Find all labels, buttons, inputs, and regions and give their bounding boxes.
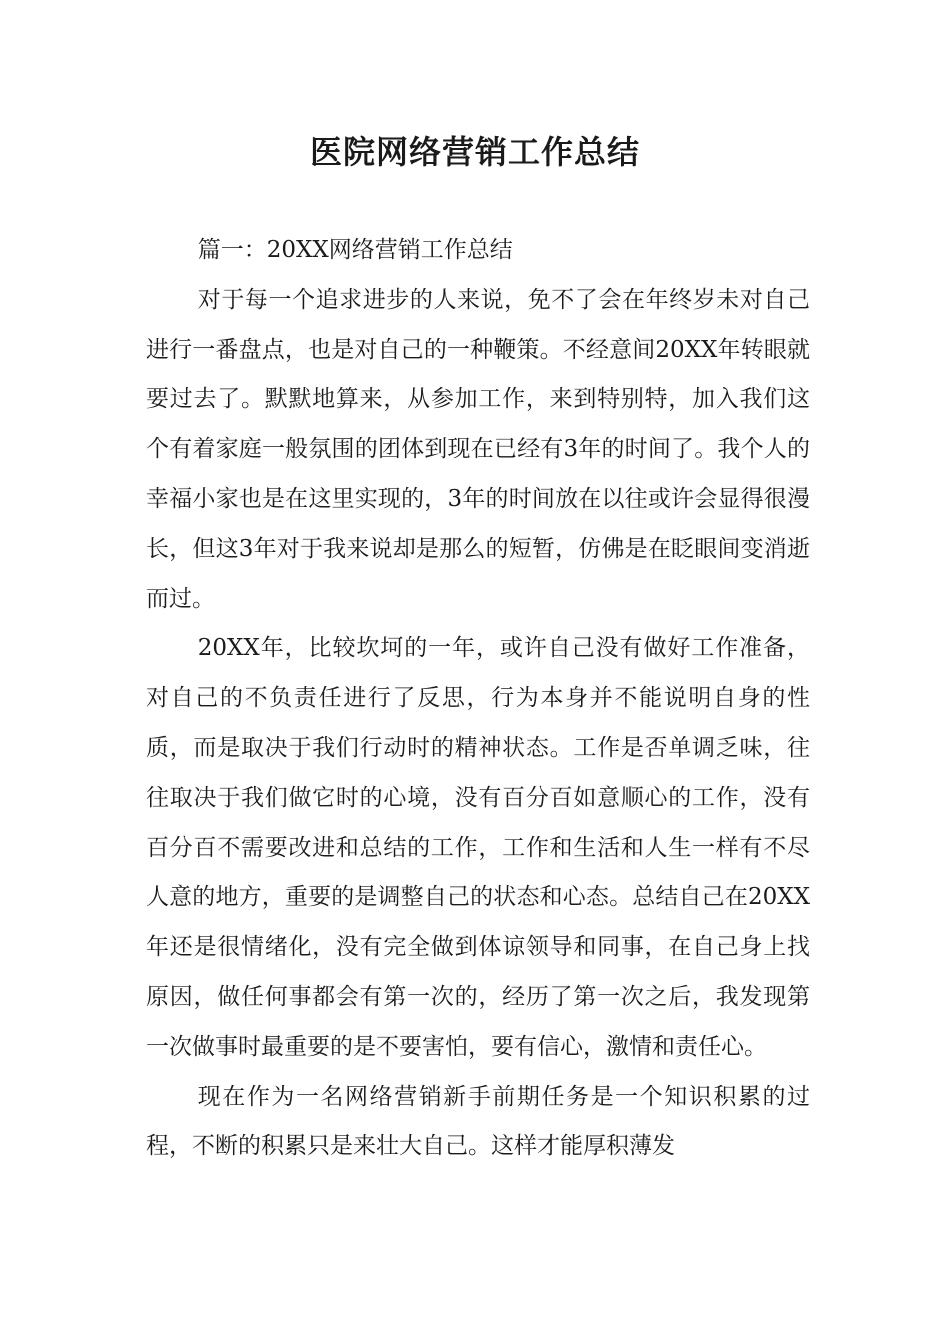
paragraph: 对于每一个追求进步的人来说，免不了会在年终岁未对自己进行一番盘点，也是对自己的一种鞭策。不经意间20XX年转眼就要过去了。默默地算来，从参加工作，来到特别特，加入我们这个有着家庭一般氛围的团体到现在已经有3年的时间了。我个人的幸福小家也是在这里实现的，3年的时间放在以往或许会显得很漫长，但这3年对于我来说却是那么的短暂，仿佛是在眨眼间变消逝而过。 [146, 286, 810, 612]
paragraph: 20XX年，比较坎坷的一年，或许自己没有做好工作准备，对自己的不负责任进行了反思，行为本身并不能说明自身的性质，而是取决于我们行动时的精神状态。工作是否单调乏味，往往取决于我们做它时的心境，没有百分百如意顺心的工作，没有百分百不需要改进和总结的工作，工作和生活和人生一样有不尽人意的地方，重要的是调整自己的状态和心态。总结自己在20XX年还是很情绪化，没有完全做到体谅领导和同事，在自己身上找原因，做任何事都会有第一次的，经历了第一次之后，我发现第一次做事时最重要的是不要害怕，要有信心，激情和责任心。 [146, 635, 810, 1060]
paragraph-heading: 篇一：20XX网络营销工作总结 [197, 237, 513, 263]
paragraph: 现在作为一名网络营销新手前期任务是一个知识积累的过程，不断的积累只是来壮大自己。这样才能厚积薄发 [146, 1083, 810, 1160]
document-body [146, 226, 810, 1172]
document-title: 医院网络营销工作总结 [309, 133, 640, 171]
